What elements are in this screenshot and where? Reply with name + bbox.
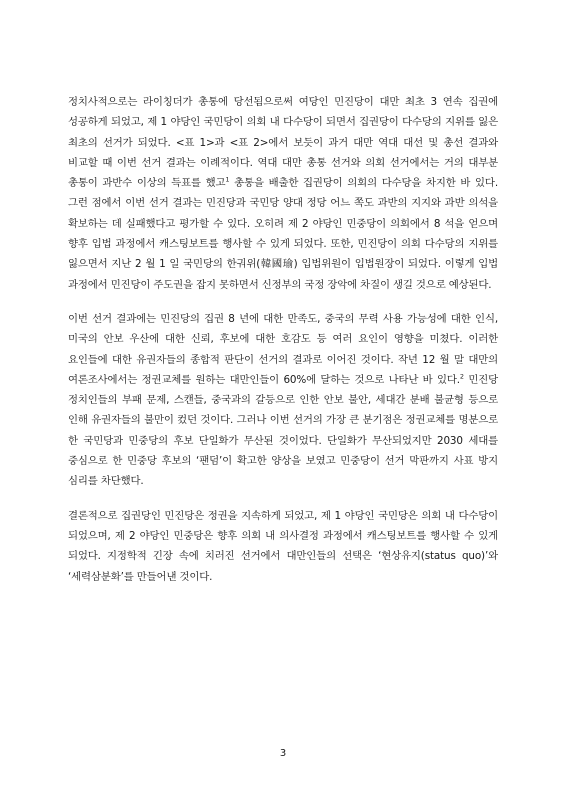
paragraph-2-text-a: 이번 선거 결과에는 민진당의 집권 8 년에 대한 만족도, 중국의 무력 사용 가능성에 대한 인식, 미국의 안보 우산에 대한 신뢰, 후보에 대한 호감도 등 여러 요인이 영향을 미쳤다. 이러한 요인들에 대한 유권자들의 종합적 판단이 선거의 결과로 이어진 것이다. 작년 12 월 말 대만의 여론조사에서는 정권교체를 원하는 대만인들이 60%에 달하는 것으로 나타난 바 있다. xyxy=(68,312,498,386)
page-number: 3 xyxy=(279,748,287,759)
paragraph-2-text-b: 민진당 정치인들의 부패 문제, 스캔들, 중국과의 갈등으로 인한 안보 불안, 세대간 분배 불균형 등으로 인해 유권자들의 불만이 컸던 것이다. 그러나 이번 선거의 가장 큰 분기점은 정권교체를 명분으로 한 국민당과 민중당의 후보 단일화가 무산된 것이었다. 단일화가 무산되었지만 2030 세대를 중심으로 한 민중당 후보의 ‘팬덤’이 확고한 양상을 보였고 민중당이 선거 막판까지 사표 방지 심리를 차단했다. xyxy=(68,373,498,488)
paragraph-3-text: 결론적으로 집권당인 민진당은 정권을 지속하게 되었고, 제 1 야당인 국민당은 의회 내 다수당이 되었으며, 제 2 야당인 민중당은 향후 의회 내 의사결정 과정에서 캐스팅보트를 행사할 수 있게 되었다. 지정학적 긴장 속에 치러진 선거에서 대만인들의 선택은 ‘현상유지(status quo)’와 ‘세력삼분화’를 만들어낸 것이다. xyxy=(68,509,498,583)
paragraph-1-text-a: 정치사적으로는 라이칭더가 총통에 당선됨으로써 여당인 민진당이 대만 최초 3 연속 집권에 성공하게 되었고, 제 1 야당인 국민당이 의회 내 다수당이 되면서 집권당이 다수당의 지위를 잃은 최초의 선거가 되었다. <표 1>과 <표 2>에서 보듯이 과거 대만 역대 대선 및 총선 결과와 비교할 때 이번 선거 결과는 이례적이다. 역대 대만 총통 선거와 의회 선거에서는 거의 대부분 총통이 과반수 이상의 득표를 했고 xyxy=(68,96,498,190)
document-body xyxy=(68,92,498,587)
paragraph-1-text-b: 총통을 배출한 집권당이 의회의 다수당을 차지한 바 있다. 그런 점에서 이번 선거 결과는 민진당과 국민당 양대 정당 어느 쪽도 과반의 지지와 과반 의석을 확보하는 데 실패했다고 평가할 수 있다. 오히려 제 2 야당인 민중당이 의회에서 8 석을 얻으며 향후 입법 과정에서 캐스팅보트를 행사할 수 있게 되었다. 또한, 민진당이 의회 다수당의 지위를 잃으면서 지난 2 월 1 일 국민당의 한궈위(韓國瑜) 입법위원이 입법원장이 되었다. 이렇게 입법 과정에서 민진당이 주도권을 잡지 못하면서 신정부의 국정 장악에 차질이 생길 것으로 예상된다. xyxy=(68,177,498,291)
paragraph-1 xyxy=(68,92,498,295)
footnote-ref-2[interactable]: 2 xyxy=(459,372,464,381)
footnote-ref-1[interactable]: 1 xyxy=(225,175,230,184)
paragraph-2 xyxy=(68,309,498,492)
paragraph-3 xyxy=(68,506,498,587)
